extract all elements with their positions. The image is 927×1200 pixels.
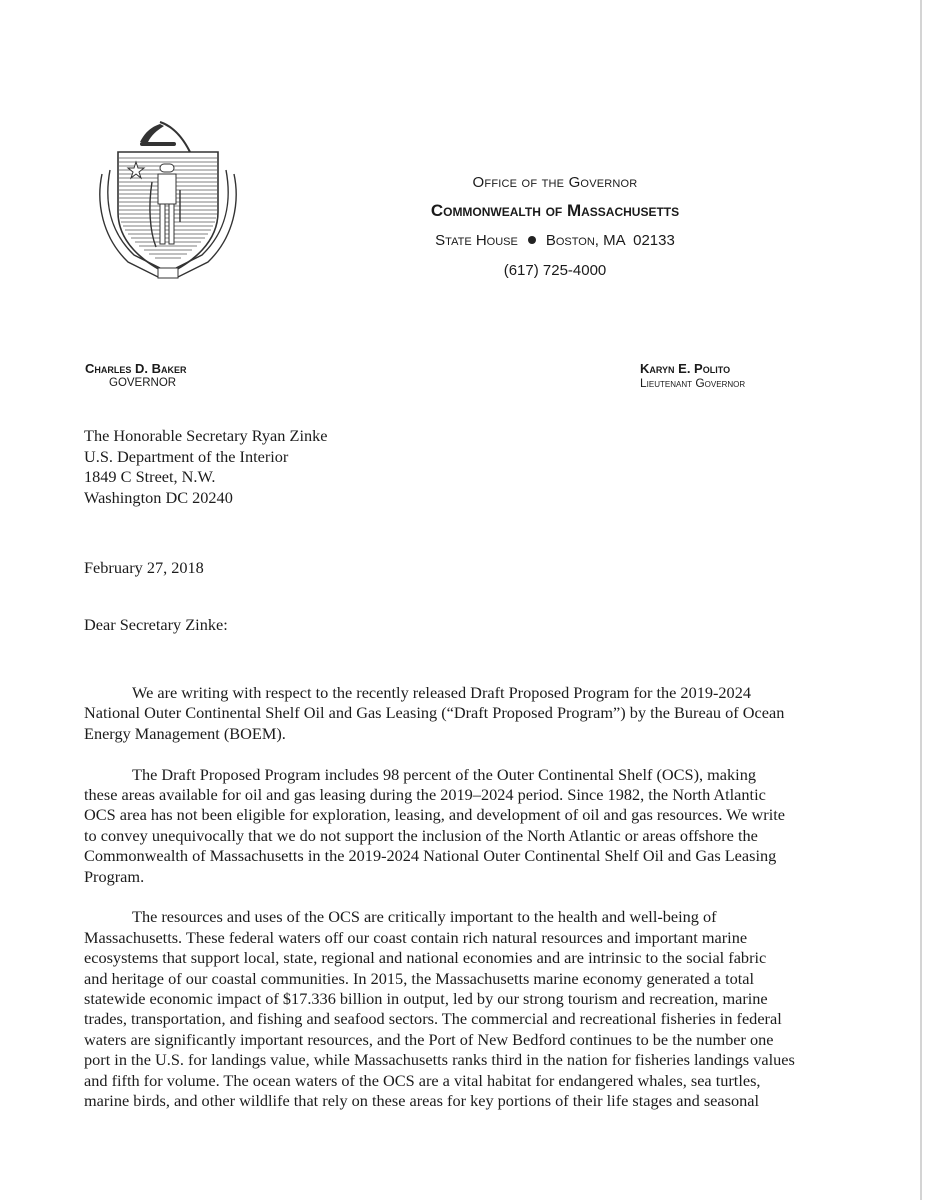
governor-title: GOVERNOR <box>109 377 177 389</box>
body-line: and heritage of our coastal communities. In 2015, the Massachusetts marine economy generated a total <box>84 968 755 988</box>
body-line: Commonwealth of Massachusetts in the 2019-2024 National Outer Continental Shelf Oil and Gas Leasing <box>84 846 777 866</box>
body-line: waters are significantly important resources, and the Port of New Bedford continues to be the number one <box>84 1029 774 1049</box>
letter-date: February 27, 2018 <box>84 558 204 577</box>
body-line: trades, transportation, and fishing and seafood sectors. The commercial and recreational fisheries in federal <box>84 1009 782 1029</box>
body-line: to convey unequivocally that we do not support the inclusion of the North Atlantic or areas offshore the <box>84 825 758 845</box>
body-line: ecosystems that support local, state, regional and national economies and are intrinsic to the social fabric <box>84 948 767 968</box>
body-paragraph <box>84 765 854 887</box>
bullet-dot-icon <box>528 236 536 244</box>
body-line: statewide economic impact of $17.336 billion in output, led by our strong tourism and recreation, marine <box>84 989 768 1009</box>
body-line: The Draft Proposed Program includes 98 percent of the Outer Continental Shelf (OCS), making <box>132 764 756 784</box>
body-line: Program. <box>84 866 145 886</box>
lt-governor-title: Lieutenant Governor <box>640 376 746 390</box>
massachusetts-seal-icon <box>88 112 248 282</box>
office-title: Office of the Governor <box>472 174 638 191</box>
recipient-address <box>84 426 327 508</box>
office-phone: (617) 725-4000 <box>503 262 607 279</box>
address-city: Boston, MA 02133 <box>545 232 675 249</box>
body-line: and fifth for volume. The ocean waters of the OCS are a vital habitat for endangered whales, sea turtles, <box>84 1070 761 1090</box>
body-line: port in the U.S. for landings value, while Massachusetts ranks third in the nation for fisheries landings values <box>84 1050 795 1070</box>
recipient-line: Washington DC 20240 <box>84 487 233 507</box>
recipient-line: U.S. Department of the Interior <box>84 446 289 466</box>
scan-edge-line <box>920 0 922 1200</box>
body-line: National Outer Continental Shelf Oil and Gas Leasing (“Draft Proposed Program”) by the Bureau of Ocean <box>84 703 785 723</box>
letterhead-address <box>370 226 740 256</box>
lt-governor-name: Karyn E. Polito <box>640 361 731 376</box>
lt-governor-block <box>640 361 745 390</box>
body-paragraph <box>84 683 854 744</box>
body-line: OCS area has not been eligible for exploration, leasing, and development of oil and gas resources. We write <box>84 805 785 825</box>
body-line: We are writing with respect to the recently released Draft Proposed Program for the 2019-2024 <box>132 683 751 702</box>
recipient-line: 1849 C Street, N.W. <box>84 467 216 486</box>
body-line: The resources and uses of the OCS are critically important to the health and well-being of <box>132 907 717 927</box>
governor-name: Charles D. Baker <box>85 361 187 376</box>
governor-block <box>85 361 187 390</box>
body-line: these areas available for oil and gas leasing during the 2019–2024 period. Since 1982, the North Atlantic <box>84 785 766 805</box>
body-line: marine birds, and other wildlife that rely on these areas for key portions of their life stages and seasonal <box>84 1091 760 1111</box>
commonwealth-title: Commonwealth of Massachusetts <box>430 201 680 220</box>
body-line: Energy Management (BOEM). <box>84 723 286 743</box>
address-building: State House <box>435 232 518 249</box>
body-paragraph <box>84 907 854 1111</box>
letter-body <box>84 683 854 1132</box>
letterhead <box>370 170 740 286</box>
salutation: Dear Secretary Zinke: <box>84 615 228 634</box>
body-line: Massachusetts. These federal waters off our coast contain rich natural resources and important marine <box>84 927 748 947</box>
recipient-line: The Honorable Secretary Ryan Zinke <box>84 426 328 445</box>
